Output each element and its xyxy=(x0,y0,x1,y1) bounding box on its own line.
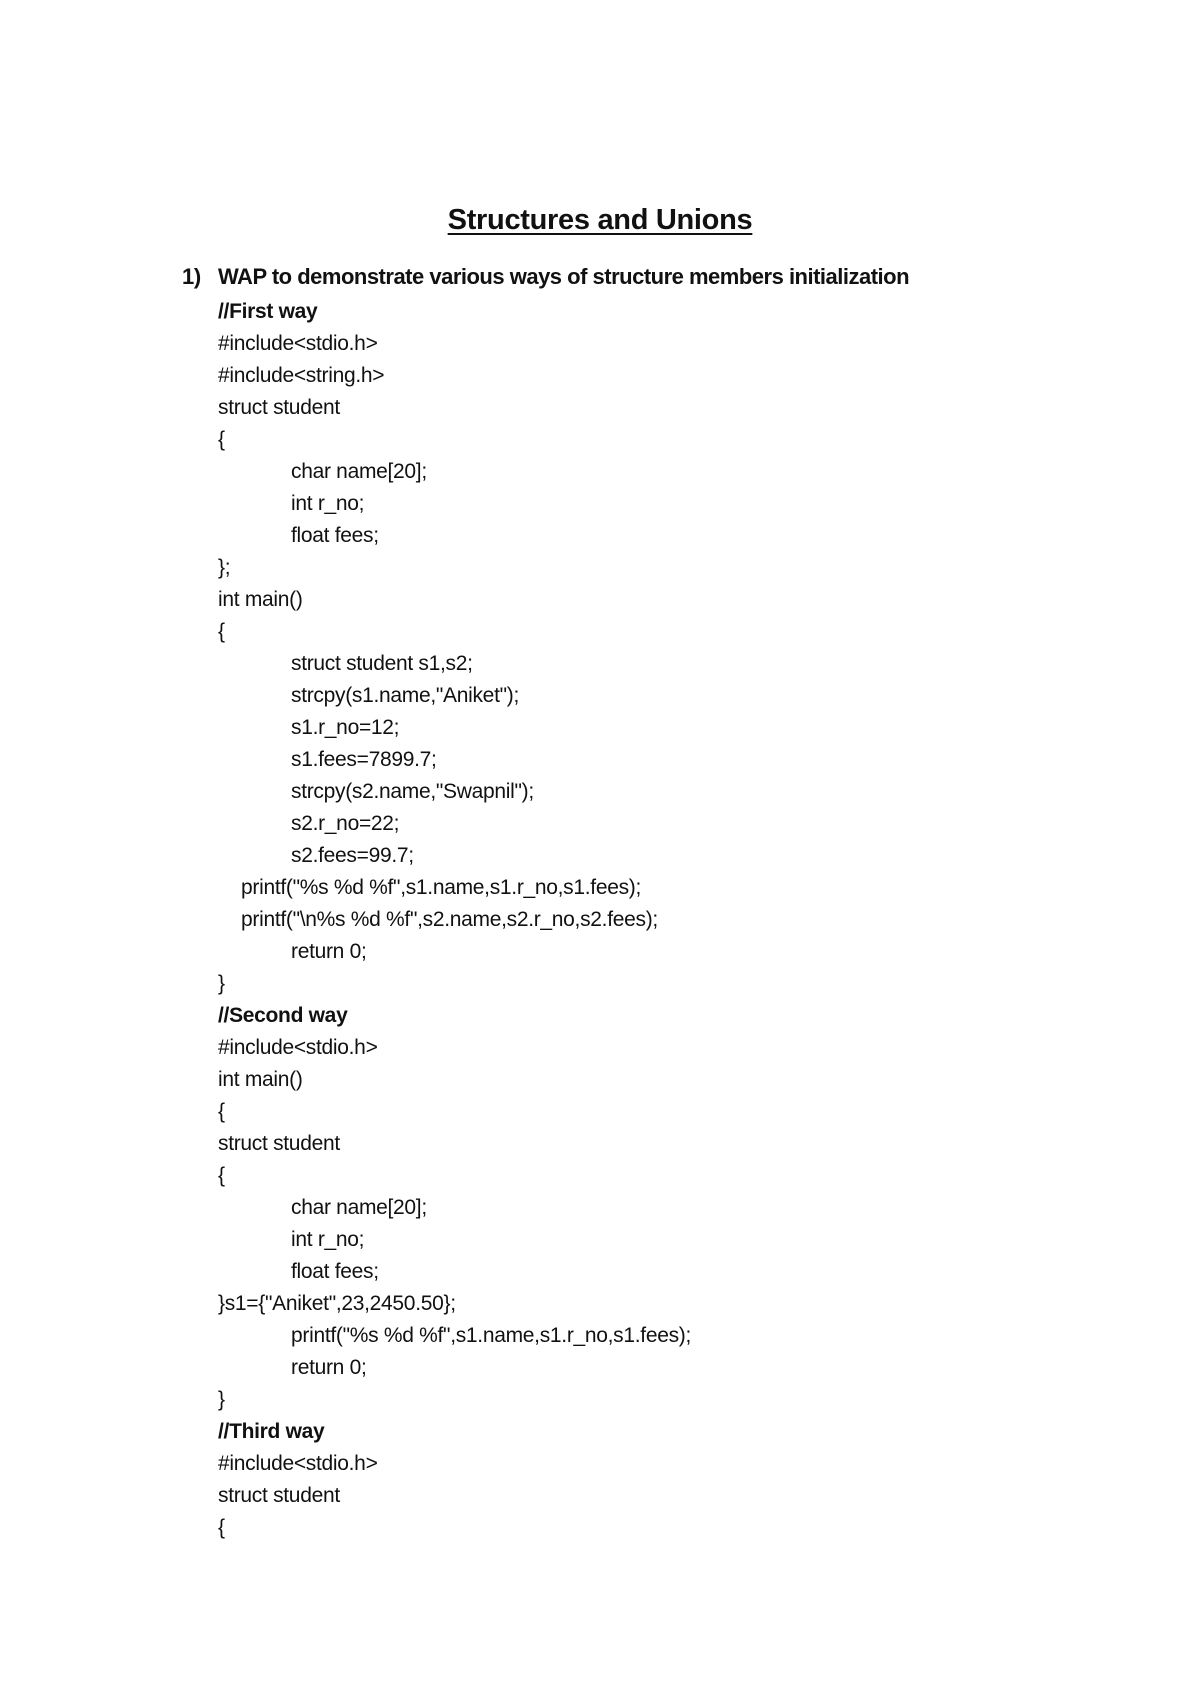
code-comment-heading: //Third way xyxy=(218,1420,325,1443)
code-line: }; xyxy=(218,556,231,579)
code-line: return 0; xyxy=(291,940,367,963)
code-comment-heading: //Second way xyxy=(218,1004,348,1027)
code-comment-heading: //First way xyxy=(218,300,318,323)
code-line: printf("%s %d %f",s1.name,s1.r_no,s1.fees); xyxy=(291,1324,692,1347)
code-line: } xyxy=(218,972,225,995)
code-line: { xyxy=(218,620,225,643)
question-text: WAP to demonstrate various ways of structure members initialization xyxy=(218,264,910,289)
code-line: char name[20]; xyxy=(291,460,427,483)
code-line: { xyxy=(218,1100,225,1123)
code-line: } xyxy=(218,1388,225,1411)
code-line: int r_no; xyxy=(291,1228,365,1251)
code-line: #include<stdio.h> xyxy=(218,1452,378,1475)
code-line: struct student xyxy=(218,1132,340,1155)
code-line: #include<stdio.h> xyxy=(218,332,378,355)
code-line: s1.r_no=12; xyxy=(291,716,400,739)
code-line: strcpy(s2.name,"Swapnil"); xyxy=(291,780,534,803)
code-line: { xyxy=(218,428,225,451)
code-line: printf("%s %d %f",s1.name,s1.r_no,s1.fees); xyxy=(241,876,642,899)
question-number: 1) xyxy=(182,264,201,289)
code-line: float fees; xyxy=(291,524,379,547)
code-line: struct student xyxy=(218,1484,340,1507)
code-line: #include<stdio.h> xyxy=(218,1036,378,1059)
code-line: return 0; xyxy=(291,1356,367,1379)
code-line: s1.fees=7899.7; xyxy=(291,748,437,771)
code-line: s2.r_no=22; xyxy=(291,812,400,835)
page-title: Structures and Unions xyxy=(447,204,753,236)
code-line: { xyxy=(218,1516,225,1539)
code-line: int main() xyxy=(218,588,303,611)
code-line: printf("\n%s %d %f",s2.name,s2.r_no,s2.fees); xyxy=(241,908,658,931)
code-line: char name[20]; xyxy=(291,1196,427,1219)
code-line: { xyxy=(218,1164,225,1187)
code-line: struct student xyxy=(218,396,340,419)
code-line: strcpy(s1.name,"Aniket"); xyxy=(291,684,519,707)
code-line: }s1={"Aniket",23,2450.50}; xyxy=(218,1292,456,1315)
code-line: int main() xyxy=(218,1068,303,1091)
code-line: float fees; xyxy=(291,1260,379,1283)
code-line: #include<string.h> xyxy=(218,364,385,387)
code-line: struct student s1,s2; xyxy=(291,652,473,675)
code-line: int r_no; xyxy=(291,492,365,515)
code-line: s2.fees=99.7; xyxy=(291,844,414,867)
